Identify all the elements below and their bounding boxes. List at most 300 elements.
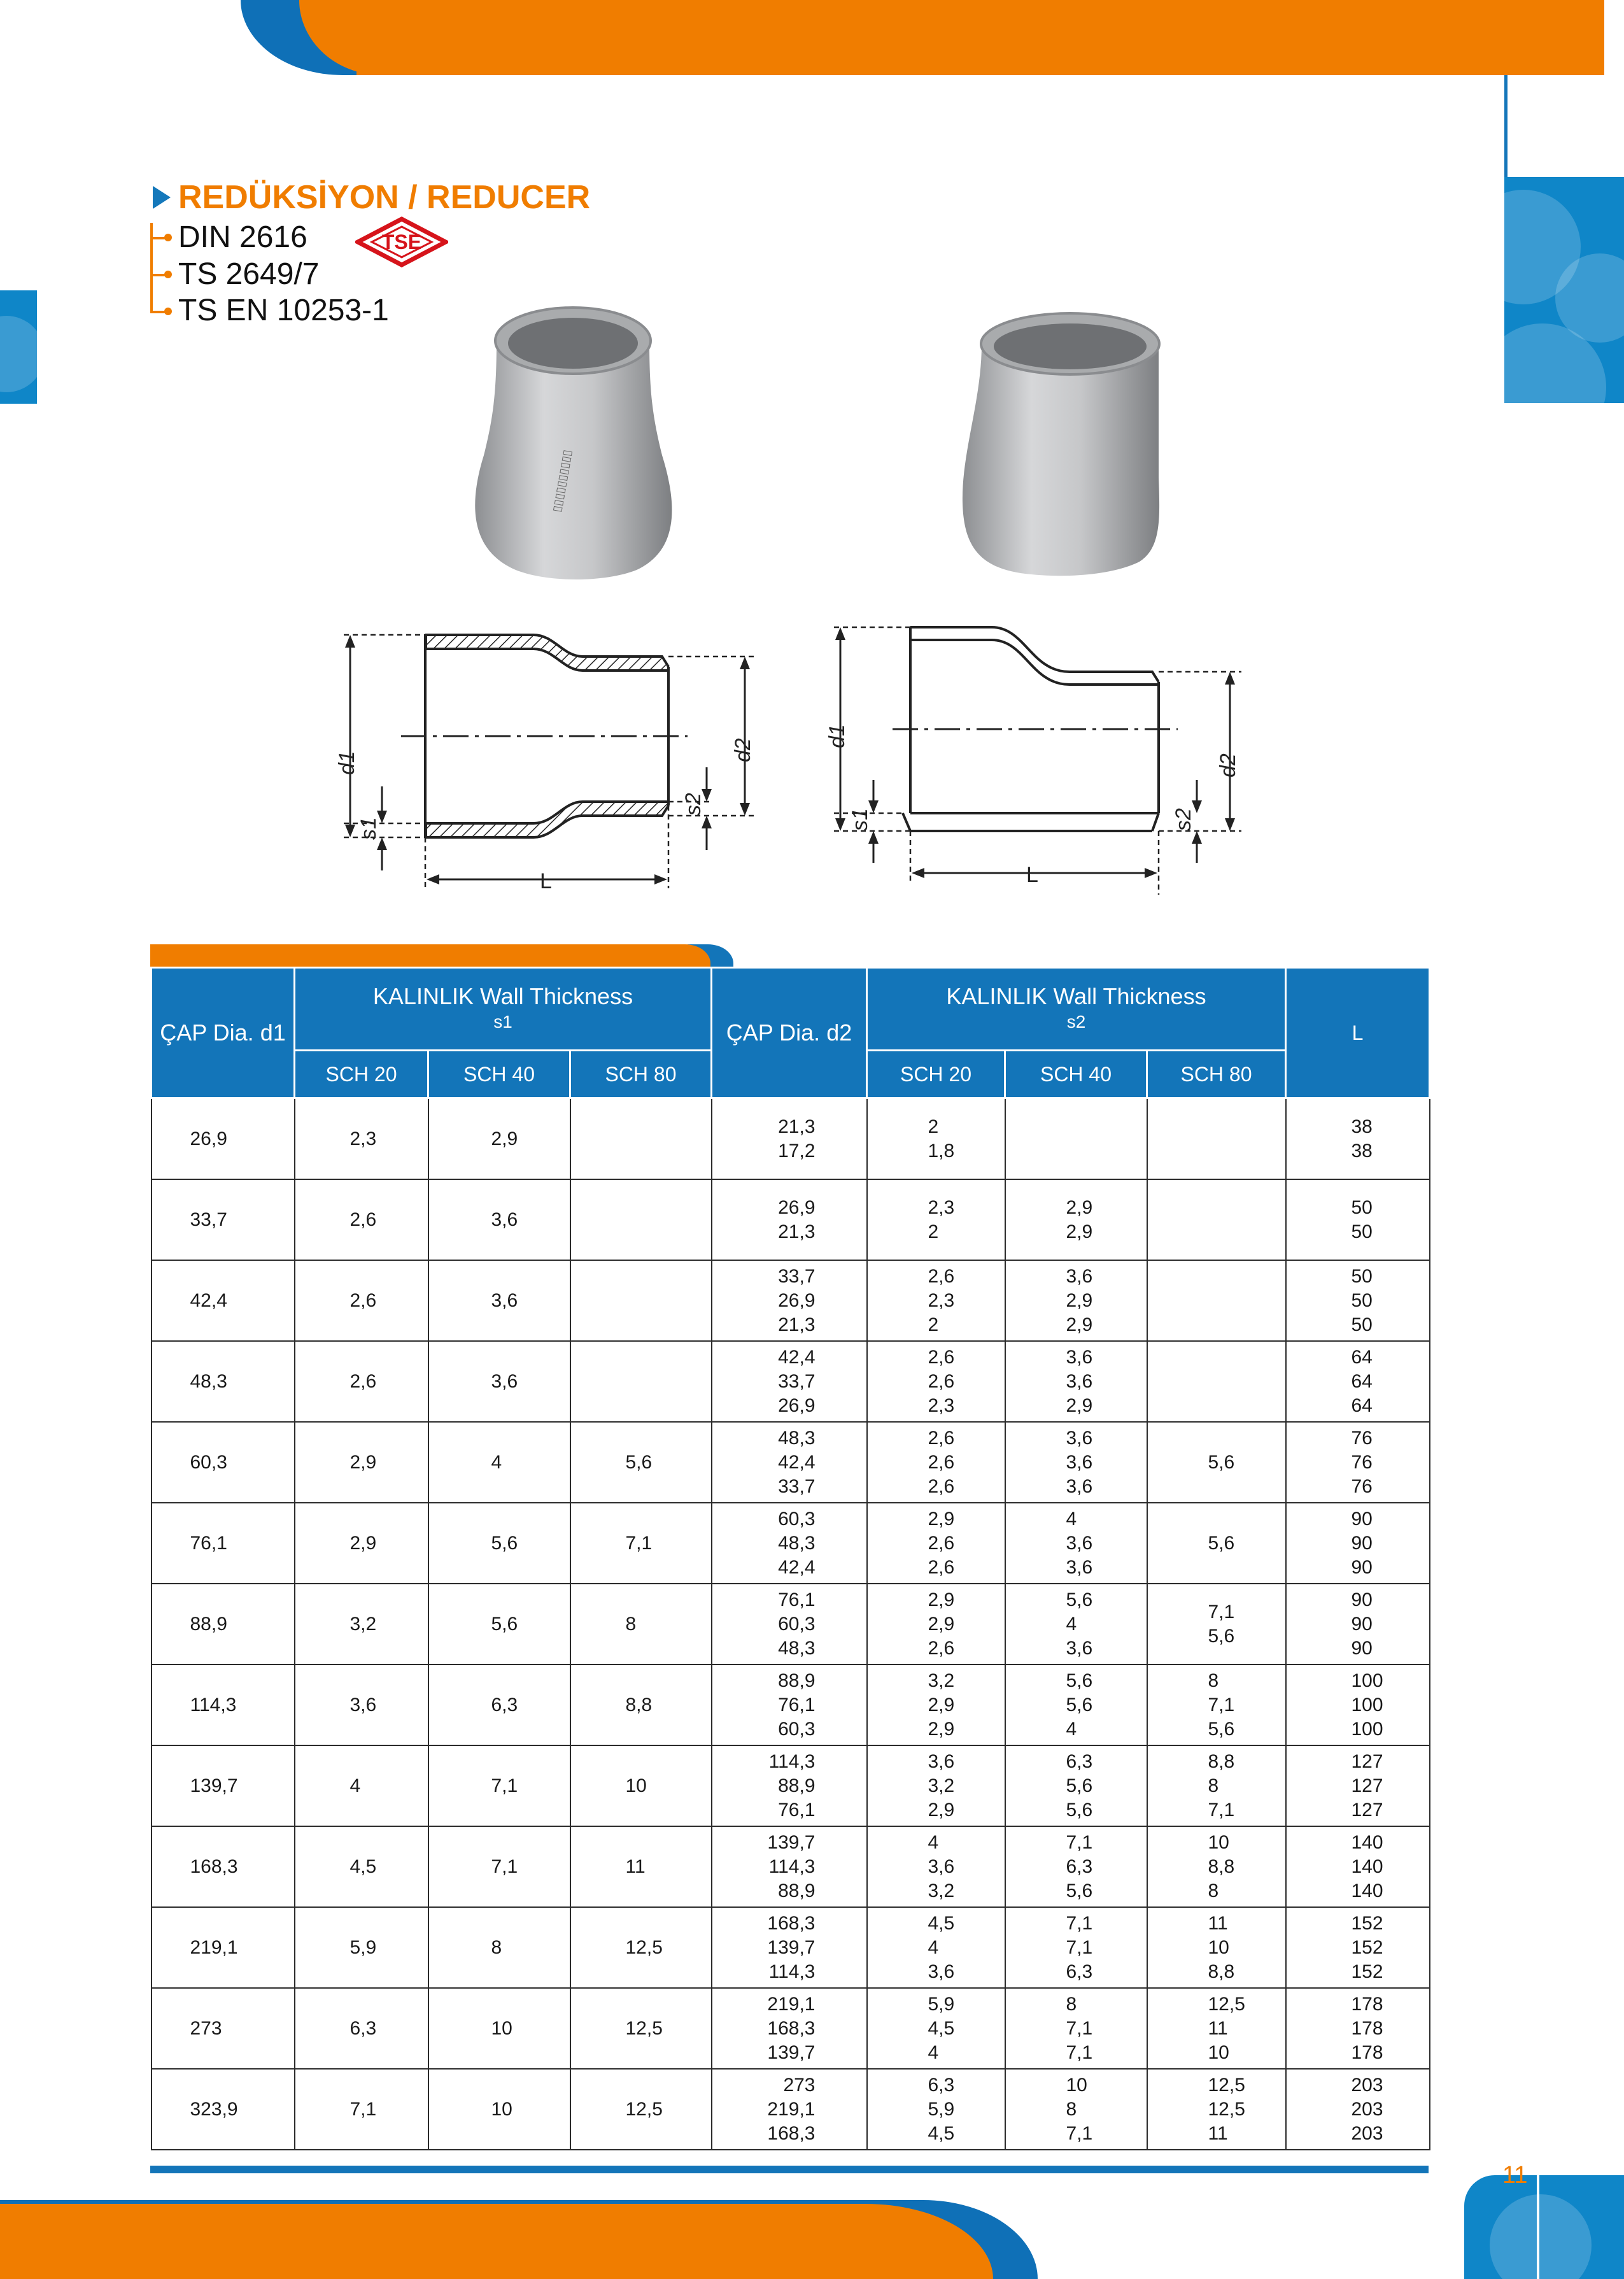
cell-value: 139,7 xyxy=(767,1936,816,1958)
cell-s2-sch20 xyxy=(867,2069,1005,2150)
cell-value: 140 xyxy=(1351,1880,1383,1901)
cell-value: 50 xyxy=(1351,1265,1373,1287)
cell-value: 5,6 xyxy=(1208,1532,1235,1554)
cell-value: 8 xyxy=(625,1613,637,1635)
cell-value: 3,6 xyxy=(928,1856,955,1877)
cell-s1-sch80 xyxy=(570,1260,712,1341)
cell-s1-sch40 xyxy=(428,1179,570,1260)
standard-ts: TS 2649/7 xyxy=(178,257,320,291)
cell-value: 100 xyxy=(1351,1718,1383,1740)
title-arrow-icon xyxy=(153,186,171,209)
cell-s2-sch80 xyxy=(1147,1826,1286,1907)
cell-value: 50 xyxy=(1351,1196,1373,1218)
cell-value: 6,3 xyxy=(1066,1750,1093,1772)
cell-value: 3,2 xyxy=(928,1880,955,1901)
cell-value: 38 xyxy=(1351,1116,1373,1137)
cell-value: 2,3 xyxy=(928,1395,955,1416)
cell-d2 xyxy=(712,1098,867,1180)
cell-value: 3,6 xyxy=(491,1209,518,1230)
cell-value: 10 xyxy=(1066,2074,1087,2096)
cell-value: 168,3 xyxy=(190,1856,238,1877)
cell-value: 3,6 xyxy=(1066,1556,1093,1578)
cell-value: 8 xyxy=(1066,1993,1077,2015)
cell-s2-sch40 xyxy=(1005,1988,1147,2069)
cell-value: 114,3 xyxy=(768,1856,816,1877)
cell-L xyxy=(1286,1907,1430,1988)
cell-value: 88,9 xyxy=(778,1880,816,1901)
cell-L xyxy=(1286,1098,1430,1180)
cell-value: 2,6 xyxy=(350,1289,377,1311)
cell-s2-sch20 xyxy=(867,1422,1005,1503)
cell-value: 2,9 xyxy=(928,1508,955,1530)
top-band-orange xyxy=(357,0,1604,75)
table-body xyxy=(152,1098,1430,2150)
cell-value: 8,8 xyxy=(1208,1750,1235,1772)
cell-value: 3,6 xyxy=(1066,1532,1093,1554)
cell-value: 2,9 xyxy=(1066,1289,1093,1311)
cell-value: 5,6 xyxy=(1208,1625,1235,1647)
cell-value: 48,3 xyxy=(190,1370,227,1392)
cell-d1 xyxy=(152,1098,295,1180)
standard-ts-en: TS EN 10253-1 xyxy=(178,294,389,327)
cell-d2 xyxy=(712,1584,867,1665)
table-row xyxy=(152,1503,1430,1584)
cell-value: 6,3 xyxy=(491,1694,518,1715)
cell-value: 2 xyxy=(928,1314,939,1335)
bottom-band-orange xyxy=(0,2204,993,2279)
cell-value: 219,1 xyxy=(190,1936,238,1958)
cell-s1-sch80 xyxy=(570,1826,712,1907)
cell-value: 3,6 xyxy=(1066,1346,1093,1368)
table-row xyxy=(152,2069,1430,2150)
header-s2-sch20: SCH 20 xyxy=(867,1051,1005,1098)
cell-d2 xyxy=(712,1179,867,1260)
cell-value: 5,6 xyxy=(1066,1589,1093,1610)
cell-s1-sch20 xyxy=(295,2069,428,2150)
standard-din: DIN 2616 xyxy=(178,220,307,254)
header-s2-label: s2 xyxy=(1066,1011,1086,1032)
cell-s2-sch20 xyxy=(867,1260,1005,1341)
cell-s1-sch80 xyxy=(570,1584,712,1665)
cell-value: 21,3 xyxy=(778,1116,816,1137)
cell-value: 2,6 xyxy=(928,1370,955,1392)
cell-value: 3,6 xyxy=(350,1694,377,1715)
cell-value: 2,6 xyxy=(928,1451,955,1473)
cell-s1-sch80 xyxy=(570,1503,712,1584)
cell-value: 12,5 xyxy=(1208,2098,1245,2120)
cell-value: 139,7 xyxy=(767,1831,816,1853)
cell-value: 7,1 xyxy=(1066,2122,1093,2144)
header-kalinlik: KALINLIK xyxy=(372,983,474,1009)
cell-value: 4,5 xyxy=(928,2017,955,2039)
cell-s2-sch80 xyxy=(1147,1665,1286,1745)
cell-value: 4,5 xyxy=(928,1912,955,1934)
cell-d2 xyxy=(712,1260,867,1341)
cell-value: 6,3 xyxy=(1066,1856,1093,1877)
cell-d1 xyxy=(152,1584,295,1665)
cell-value: 6,3 xyxy=(1066,1961,1093,1982)
cell-value: 38 xyxy=(1351,1140,1373,1161)
cell-value: 50 xyxy=(1351,1221,1373,1242)
cell-value: 76,1 xyxy=(190,1532,227,1554)
cell-value: 2 xyxy=(928,1221,939,1242)
cell-s1-sch20 xyxy=(295,1098,428,1180)
label-s2: s2 xyxy=(681,793,705,816)
label-d1: d1 xyxy=(825,724,849,748)
cell-value: 10 xyxy=(1208,2041,1229,2063)
label-L: L xyxy=(1026,863,1038,887)
cell-value: 7,1 xyxy=(491,1856,518,1877)
cell-value: 2,6 xyxy=(350,1209,377,1230)
cell-s2-sch20 xyxy=(867,1341,1005,1422)
cell-value: 8 xyxy=(1066,2098,1077,2120)
cell-value: 50 xyxy=(1351,1289,1373,1311)
cell-value: 8 xyxy=(1208,1775,1219,1796)
cell-value: 12,5 xyxy=(625,2017,663,2039)
cell-value: 2,9 xyxy=(350,1451,377,1473)
cell-s1-sch20 xyxy=(295,1826,428,1907)
cell-s1-sch40 xyxy=(428,1422,570,1503)
cell-d2 xyxy=(712,1907,867,1988)
cell-value: 33,7 xyxy=(190,1209,227,1230)
cell-value: 2,6 xyxy=(928,1532,955,1554)
header-d1 xyxy=(152,968,295,1098)
cell-s1-sch20 xyxy=(295,1665,428,1745)
cell-value: 64 xyxy=(1351,1370,1373,1392)
cell-d1 xyxy=(152,1422,295,1503)
header-s2-group xyxy=(867,968,1286,1051)
cell-value: 2,6 xyxy=(928,1346,955,1368)
label-d2: d2 xyxy=(731,738,755,762)
cell-value: 8 xyxy=(491,1936,502,1958)
tse-logo-text: TSE xyxy=(381,231,422,253)
cell-value: 5,6 xyxy=(1208,1718,1235,1740)
cell-value: 114,3 xyxy=(768,1961,816,1982)
cell-d2 xyxy=(712,2069,867,2150)
cell-value: 203 xyxy=(1351,2074,1383,2096)
cell-value: 8,8 xyxy=(1208,1856,1235,1877)
cell-s2-sch80 xyxy=(1147,1907,1286,1988)
cell-s1-sch80 xyxy=(570,2069,712,2150)
cell-value: 17,2 xyxy=(778,1140,816,1161)
cell-value: 5,6 xyxy=(1066,1799,1093,1821)
cell-d2 xyxy=(712,1745,867,1826)
cell-value: 2,6 xyxy=(928,1265,955,1287)
cell-value: 127 xyxy=(1351,1750,1383,1772)
header-wall-thickness: Wall Thickness xyxy=(1053,983,1206,1009)
cell-value: 2,9 xyxy=(928,1613,955,1635)
cell-value: 2,3 xyxy=(350,1128,377,1149)
table-row xyxy=(152,1422,1430,1503)
cell-value: 114,3 xyxy=(768,1750,816,1772)
cell-value: 64 xyxy=(1351,1346,1373,1368)
cell-value: 168,3 xyxy=(767,1912,816,1934)
cell-d1 xyxy=(152,1503,295,1584)
header-s1-sch80: SCH 80 xyxy=(570,1051,712,1098)
cell-d1 xyxy=(152,1826,295,1907)
cell-value: 7,1 xyxy=(491,1775,518,1796)
cell-value: 60,3 xyxy=(778,1718,816,1740)
cell-value: 12,5 xyxy=(1208,1993,1245,2015)
cell-value: 2,9 xyxy=(928,1694,955,1715)
concentric-reducer-drawing xyxy=(331,621,764,901)
cell-value: 3,6 xyxy=(928,1961,955,1982)
cell-value: 8 xyxy=(1208,1880,1219,1901)
cell-s1-sch20 xyxy=(295,1260,428,1341)
cell-value: 2,9 xyxy=(1066,1221,1093,1242)
table-row xyxy=(152,1098,1430,1180)
cell-L xyxy=(1286,1503,1430,1584)
cell-s2-sch20 xyxy=(867,1098,1005,1180)
cell-value: 88,9 xyxy=(778,1670,816,1691)
cell-s2-sch40 xyxy=(1005,1503,1147,1584)
page-title: REDÜKSİYON / REDUCER xyxy=(178,179,591,216)
tree-dot xyxy=(164,308,172,315)
cell-value: 76 xyxy=(1351,1475,1373,1497)
cell-value: 4,5 xyxy=(350,1856,377,1877)
cell-s1-sch20 xyxy=(295,1503,428,1584)
cell-value: 5,6 xyxy=(1066,1670,1093,1691)
cell-s2-sch20 xyxy=(867,1503,1005,1584)
concentric-reducer-photo xyxy=(465,302,681,583)
cell-d1 xyxy=(152,1179,295,1260)
cell-value: 2 xyxy=(928,1116,939,1137)
page-number-tab xyxy=(1464,2175,1624,2279)
cell-value: 26,9 xyxy=(190,1128,227,1149)
cell-value: 33,7 xyxy=(778,1265,816,1287)
cell-s2-sch20 xyxy=(867,1745,1005,1826)
cell-value: 178 xyxy=(1351,2041,1383,2063)
cell-L xyxy=(1286,1584,1430,1665)
cell-d2 xyxy=(712,1422,867,1503)
cell-s2-sch40 xyxy=(1005,1260,1147,1341)
header-s1-label: s1 xyxy=(493,1011,512,1032)
cell-value: 26,9 xyxy=(778,1395,816,1416)
cell-s1-sch80 xyxy=(570,1745,712,1826)
eccentric-reducer-photo xyxy=(955,312,1165,579)
cell-s2-sch40 xyxy=(1005,1907,1147,1988)
header-wall-thickness: Wall Thickness xyxy=(480,983,633,1009)
cell-value: 90 xyxy=(1351,1556,1373,1578)
cell-value: 4 xyxy=(928,1831,939,1853)
cell-d1 xyxy=(152,1665,295,1745)
cell-d2 xyxy=(712,1503,867,1584)
cell-value: 5,6 xyxy=(1066,1880,1093,1901)
cell-value: 7,1 xyxy=(1208,1601,1235,1622)
cell-value: 7,1 xyxy=(1066,2041,1093,2063)
cell-value: 178 xyxy=(1351,2017,1383,2039)
cell-s1-sch40 xyxy=(428,2069,570,2150)
cell-L xyxy=(1286,1422,1430,1503)
cell-value: 2,9 xyxy=(928,1718,955,1740)
table-row xyxy=(152,1745,1430,1826)
label-d2: d2 xyxy=(1216,753,1240,777)
label-s1: s1 xyxy=(848,808,872,831)
cell-value: 273 xyxy=(190,2017,222,2039)
tree-dot xyxy=(164,271,172,278)
cell-value: 2,6 xyxy=(928,1427,955,1449)
cell-value: 127 xyxy=(1351,1799,1383,1821)
cell-d2 xyxy=(712,1665,867,1745)
header-dia: Dia. xyxy=(779,1019,821,1046)
cell-d2 xyxy=(712,1341,867,1422)
cell-s1-sch20 xyxy=(295,1988,428,2069)
cell-s2-sch40 xyxy=(1005,1665,1147,1745)
cell-d1 xyxy=(152,1988,295,2069)
header-s1-sch20: SCH 20 xyxy=(295,1051,428,1098)
cell-value: 33,7 xyxy=(778,1475,816,1497)
cell-value: 127 xyxy=(1351,1775,1383,1796)
cell-s1-sch80 xyxy=(570,1988,712,2069)
table-row xyxy=(152,1665,1430,1745)
cell-value: 2,6 xyxy=(928,1556,955,1578)
header-kalinlik: KALINLIK xyxy=(946,983,1047,1009)
cell-value: 3,6 xyxy=(1066,1370,1093,1392)
cell-value: 2,3 xyxy=(928,1289,955,1311)
cell-s2-sch40 xyxy=(1005,1098,1147,1180)
cell-value: 8,8 xyxy=(625,1694,653,1715)
cell-L xyxy=(1286,1826,1430,1907)
cell-s1-sch40 xyxy=(428,1745,570,1826)
table-tab-orange xyxy=(150,944,710,970)
cell-value: 4,5 xyxy=(928,2122,955,2144)
label-s1: s1 xyxy=(357,817,381,840)
cell-value: 2,6 xyxy=(928,1637,955,1659)
cell-s2-sch20 xyxy=(867,1665,1005,1745)
cell-value: 5,6 xyxy=(1066,1694,1093,1715)
cell-value: 90 xyxy=(1351,1508,1373,1530)
cell-value: 10 xyxy=(625,1775,647,1796)
cell-value: 114,3 xyxy=(190,1694,237,1715)
cell-value: 2,9 xyxy=(928,1589,955,1610)
cell-s2-sch80 xyxy=(1147,1179,1286,1260)
cell-value: 26,9 xyxy=(778,1289,816,1311)
cell-value: 4 xyxy=(928,1936,939,1958)
cell-L xyxy=(1286,1260,1430,1341)
cell-value: 3,2 xyxy=(928,1775,955,1796)
cell-s1-sch80 xyxy=(570,1422,712,1503)
cell-s2-sch40 xyxy=(1005,1584,1147,1665)
cell-value: 11 xyxy=(625,1856,646,1877)
cell-value: 88,9 xyxy=(190,1613,227,1635)
cell-s2-sch80 xyxy=(1147,1745,1286,1826)
cell-value: 12,5 xyxy=(1208,2074,1245,2096)
cell-value: 100 xyxy=(1351,1694,1383,1715)
cell-value: 3,6 xyxy=(1066,1637,1093,1659)
cell-value: 2,9 xyxy=(1066,1314,1093,1335)
cell-d1 xyxy=(152,1341,295,1422)
cell-s2-sch80 xyxy=(1147,2069,1286,2150)
tree-dot xyxy=(164,234,172,241)
cell-value: 64 xyxy=(1351,1395,1373,1416)
cell-value: 4 xyxy=(928,2041,939,2063)
cell-value: 5,6 xyxy=(625,1451,653,1473)
cell-value: 203 xyxy=(1351,2098,1383,2120)
cell-s1-sch40 xyxy=(428,1988,570,2069)
cell-value: 178 xyxy=(1351,1993,1383,2015)
cell-s1-sch80 xyxy=(570,1098,712,1180)
cell-value: 140 xyxy=(1351,1856,1383,1877)
cell-value: 2,6 xyxy=(928,1475,955,1497)
cell-L xyxy=(1286,1745,1430,1826)
cell-s1-sch40 xyxy=(428,1341,570,1422)
cell-value: 7,1 xyxy=(350,2098,377,2120)
svg-text:▯▯▯▯▯▯▯▯▯▯: ▯▯▯▯▯▯▯▯▯▯ xyxy=(550,448,574,513)
cell-value: 3,2 xyxy=(928,1670,955,1691)
header-s2-sch80: SCH 80 xyxy=(1147,1051,1286,1098)
cell-value: 7,1 xyxy=(1066,1831,1093,1853)
eccentric-reducer-drawing xyxy=(821,621,1254,901)
cell-value: 203 xyxy=(1351,2122,1383,2144)
cell-value: 26,9 xyxy=(778,1196,816,1218)
label-d1: d1 xyxy=(335,751,359,775)
cell-s1-sch20 xyxy=(295,1745,428,1826)
cell-value: 2,3 xyxy=(928,1196,955,1218)
cell-value: 76,1 xyxy=(778,1589,816,1610)
cell-s1-sch80 xyxy=(570,1907,712,1988)
cell-s2-sch40 xyxy=(1005,1341,1147,1422)
cell-s1-sch80 xyxy=(570,1341,712,1422)
cell-s1-sch40 xyxy=(428,1665,570,1745)
label-s2: s2 xyxy=(1171,808,1196,831)
cell-value: 42,4 xyxy=(778,1556,816,1578)
cell-value: 152 xyxy=(1351,1961,1383,1982)
cell-value: 88,9 xyxy=(778,1775,816,1796)
cell-value: 11 xyxy=(1208,2122,1228,2144)
cell-value: 90 xyxy=(1351,1637,1373,1659)
cell-s2-sch40 xyxy=(1005,1179,1147,1260)
cell-value: 4 xyxy=(1066,1613,1077,1635)
cell-value: 11 xyxy=(1208,1912,1228,1934)
cell-d1 xyxy=(152,1907,295,1988)
cell-d2 xyxy=(712,1826,867,1907)
cell-value: 76 xyxy=(1351,1451,1373,1473)
cell-s2-sch80 xyxy=(1147,1098,1286,1180)
cell-value: 48,3 xyxy=(778,1532,816,1554)
cell-value: 76,1 xyxy=(778,1799,816,1821)
header-d2 xyxy=(712,968,867,1098)
cell-s2-sch20 xyxy=(867,1584,1005,1665)
cell-s1-sch20 xyxy=(295,1907,428,1988)
cell-s1-sch20 xyxy=(295,1341,428,1422)
cell-s1-sch20 xyxy=(295,1584,428,1665)
cell-value: 60,3 xyxy=(778,1613,816,1635)
cell-value: 5,6 xyxy=(1208,1451,1235,1473)
cell-value: 168,3 xyxy=(767,2017,816,2039)
cell-s2-sch80 xyxy=(1147,1503,1286,1584)
cell-value: 60,3 xyxy=(190,1451,227,1473)
cell-value: 3,6 xyxy=(1066,1427,1093,1449)
cell-value: 10 xyxy=(1208,1831,1229,1853)
cell-L xyxy=(1286,1341,1430,1422)
cell-L xyxy=(1286,1665,1430,1745)
table-row xyxy=(152,1260,1430,1341)
cell-value: 7,1 xyxy=(1066,1912,1093,1934)
header-d1-label: d1 xyxy=(260,1019,286,1046)
left-decor-tab xyxy=(0,290,37,404)
header-cap: ÇAP xyxy=(160,1019,207,1046)
cell-s2-sch80 xyxy=(1147,1260,1286,1341)
cell-value: 100 xyxy=(1351,1670,1383,1691)
cell-value: 2,9 xyxy=(491,1128,518,1149)
cell-value: 2,9 xyxy=(928,1799,955,1821)
cell-value: 42,4 xyxy=(778,1346,816,1368)
cell-s2-sch20 xyxy=(867,1826,1005,1907)
cell-value: 7,1 xyxy=(625,1532,653,1554)
label-L: L xyxy=(540,869,552,893)
cell-L xyxy=(1286,1988,1430,2069)
cell-d1 xyxy=(152,2069,295,2150)
